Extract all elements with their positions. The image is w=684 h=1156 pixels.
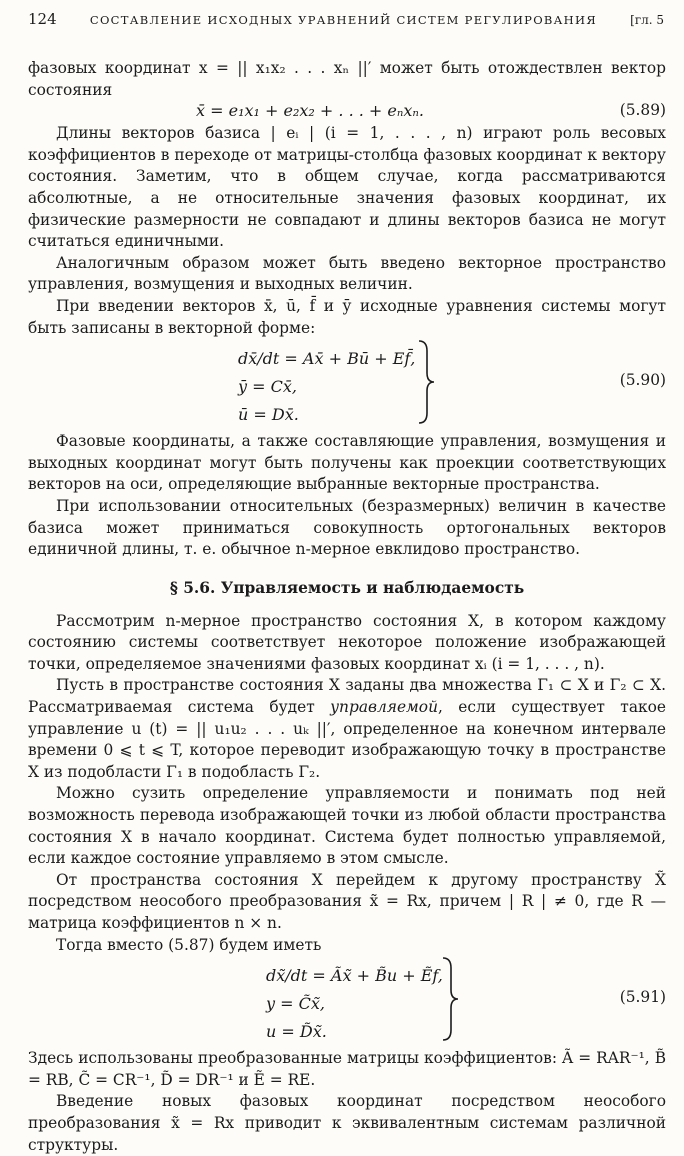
page-header [28, 10, 664, 34]
section-title: § 5.6. Управляемость и наблюдаемость [169, 578, 525, 597]
equation-5-91-line-2: y = C̃x̃, [266, 994, 325, 1014]
equation-5-90-line-2: ȳ = Cx̄, [238, 377, 297, 397]
equation-5-91-lines [266, 962, 443, 1046]
paragraph-9: Можно сузить определение управляемости и понимать под ней возможность перевода изображающей точки из любой области пространства состояния X в начало координат. Система будет полностью управляемой, если каждое состояние управляемо в этом смысле. [28, 784, 666, 868]
paragraph-1: фазовых координат x = || x₁x₂ . . . xₙ ||′ может быть отождествлен вектор состояния [28, 59, 666, 99]
paragraph-2: Длины векторов базиса | eᵢ | (i = 1, . . . , n) играют роль весовых коэффициентов в переходе от матрицы-столбца фазовых координат к вектору состояния. Заметим, что в общем случае, когда рассматриваются абсолютные, а не относительные значения фазовых координат, их физические размерности не совпадают и длины векторов базиса не могут считаться единичными. [28, 124, 666, 251]
equation-5-90-line-1: dx̄/dt = Ax̄ + Bū + Ef̄, [238, 349, 416, 369]
paragraph-11: Тогда вместо (5.87) будем иметь [56, 935, 322, 954]
chapter-marker: [гл. 5 [630, 13, 664, 27]
paragraph-12: Здесь использованы преобразованные матрицы коэффициентов: Ã = RAR⁻¹, B̃ = RB, C̃ = CR⁻¹, D̃ = DR⁻¹ и Ẽ = RE. [28, 1049, 666, 1089]
page-number: 124 [28, 10, 57, 28]
equation-5-90 [28, 339, 666, 431]
controllable-term: управляемой [330, 698, 438, 717]
running-title: СОСТАВЛЕНИЕ ИСХОДНЫХ УРАВНЕНИЙ СИСТЕМ РЕГУЛИРОВАНИЯ [89, 13, 597, 27]
right-brace-icon [416, 339, 436, 425]
equation-5-89-number: (5.89) [619, 101, 666, 120]
paragraph-8-part-b: , если существует такое управление u (t) = || u₁u₂ . . . uₖ ||′, определенное на конечном интервале времени 0 ⩽ t ⩽ T, которое переводит изображающую точку в пространстве X из подобласти Γ₁ в подобласть Γ₂. [28, 698, 666, 781]
equation-5-89 [28, 101, 666, 123]
page-body [28, 58, 666, 1156]
equation-5-90-line-3: ū = Dx̄. [238, 405, 299, 425]
right-brace-icon [440, 956, 460, 1042]
equation-5-90-lines [238, 345, 415, 429]
equation-5-91 [28, 956, 666, 1048]
equation-5-89-expression: x̄ = e₁x₁ + e₂x₂ + . . . + eₙxₙ. [196, 101, 424, 121]
paragraph-10: От пространства состояния X перейдем к другому пространству X̃ посредством неособого преобразования x̃ = Rx, причем | R | ≠ 0, где R — матрица коэффициентов n × n. [28, 870, 666, 932]
paragraph-13: Введение новых фазовых координат посредством неособого преобразования x̃ = Rx приводит к эквивалентным системам различной структуры. [28, 1092, 666, 1154]
paragraph-4: При введении векторов x̄, ū, f̄ и ȳ исходные уравнения системы могут быть записаны в векторной форме: [28, 296, 666, 337]
equation-5-91-line-3: u = D̃x̃. [266, 1022, 327, 1042]
paragraph-8 [28, 675, 666, 783]
paragraph-6: При использовании относительных (безразмерных) величин в качестве базиса может приниматься совокупность ортогональных векторов единичной длины, т. е. обычное n-мерное евклидово пространство. [28, 496, 666, 559]
paragraph-3: Аналогичным образом может быть введено векторное пространство управления, возмущения и выходных величин. [28, 253, 666, 294]
paragraph-8-part-a: Пусть в пространстве состояния X заданы два множества Γ₁ ⊂ X и Γ₂ ⊂ X. Рассматриваемая система будет [28, 676, 666, 717]
equation-5-91-number: (5.91) [619, 988, 666, 1007]
paragraph-7: Рассмотрим n-мерное пространство состояния X, в котором каждому состоянию системы соответствует некоторое положение изображающей точки, определяемое значениями фазовых координат xᵢ (i = 1, . . . , n). [28, 611, 666, 673]
paragraph-5: Фазовые координаты, а также составляющие управления, возмущения и выходных координат могут быть получены как проекции соответствующих векторов на оси, определяющие выбранные векторные пространства. [28, 432, 666, 494]
equation-5-90-number: (5.90) [619, 371, 666, 390]
equation-5-91-line-1: dx̃/dt = Ãx̃ + B̃u + Ẽf, [266, 966, 443, 986]
